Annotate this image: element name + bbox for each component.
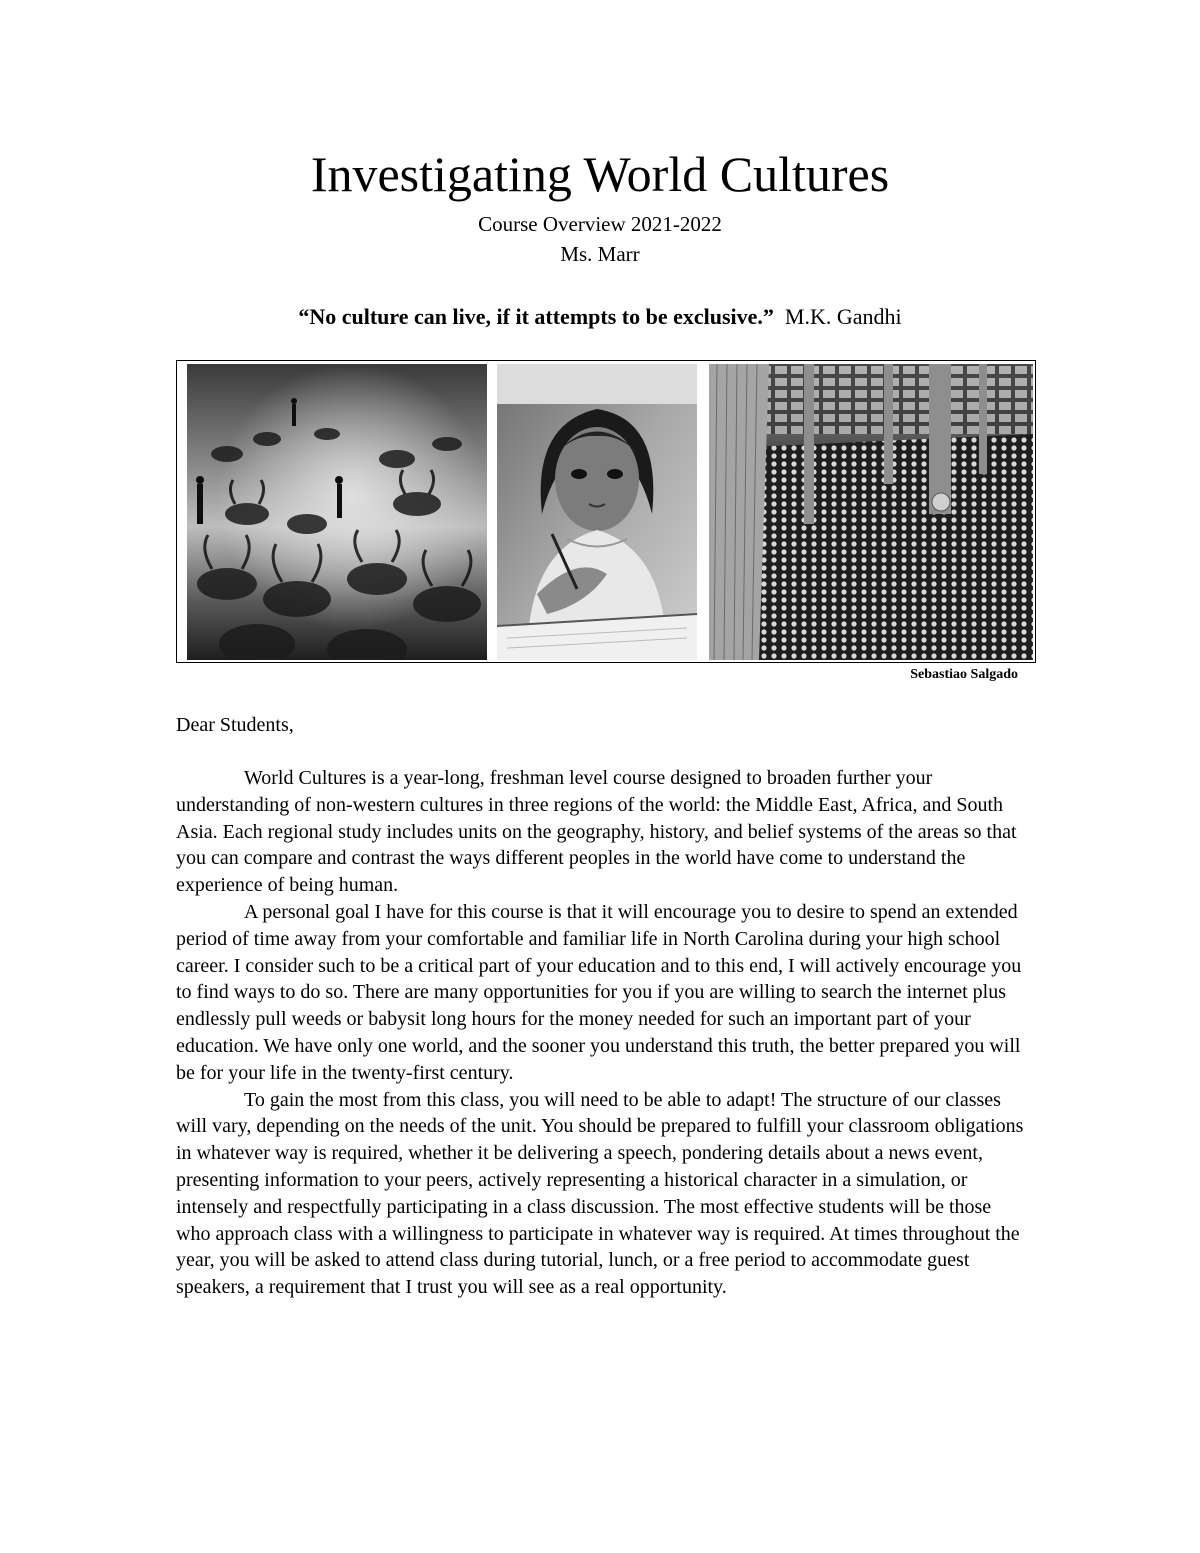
paragraph: To gain the most from this class, you will need to be able to adapt! The structure of our classes will vary, depending on the needs of the unit. You should be prepared to fulfill your classroom obligations in whatever way is required, whether it be delivering a speech, pondering details about a news event, presenting information to your peers, actively representing a historical character in a simulation, or intensely and respectfully participating in a class discussion. The most effective students will be those who approach class with a willingness to participate in whatever way is required. At times throughout the year, you will be asked to attend class during tutorial, lunch, or a free period to accommodate guest speakers, a requirement that I trust you will see as a real opportunity. — [176, 1088, 1024, 1299]
teacher-name: Ms. Marr — [560, 242, 640, 266]
letter-body — [176, 765, 1026, 1301]
photo-credit: Sebastiao Salgado — [910, 667, 1018, 682]
prayer-hall-photo — [709, 364, 1033, 660]
girl-writing-photo — [497, 364, 697, 660]
quote-text: “No culture can live, if it attempts to be exclusive.” — [298, 304, 774, 329]
paragraph: World Cultures is a year-long, freshman level course designed to broaden further your understanding of non-western cultures in three regions of the world: the Middle East, Africa, and South Asia. Each regional study includes units on the geography, history, and belief systems of the areas so that you can compare and contrast the ways different peoples in the world have come to understand the experience of being human. — [176, 767, 1017, 897]
photo-strip — [176, 360, 1036, 663]
paragraph: A personal goal I have for this course is that it will encourage you to desire to spend an extended period of time away from your comfortable and familiar life in North Carolina during your high school career. I consider such to be a critical part of your education and to this end, I will actively encourage you to find ways to do so. There are many opportunities for you if you are willing to search the internet plus endlessly pull weeds or babysit long hours for the money needed for such an important part of your education. We have only one world, and the sooner you understand this truth, the better prepared you will be for your life in the twenty-first century. — [176, 900, 1022, 1084]
letter-greeting: Dear Students, — [176, 714, 294, 736]
quote-author: M.K. Gandhi — [784, 304, 902, 329]
document-title: Investigating World Cultures — [310, 146, 890, 202]
course-overview-line: Course Overview 2021-2022 — [478, 212, 722, 236]
epigraph-quote — [0, 302, 1200, 332]
cattle-herd-photo — [187, 364, 487, 660]
